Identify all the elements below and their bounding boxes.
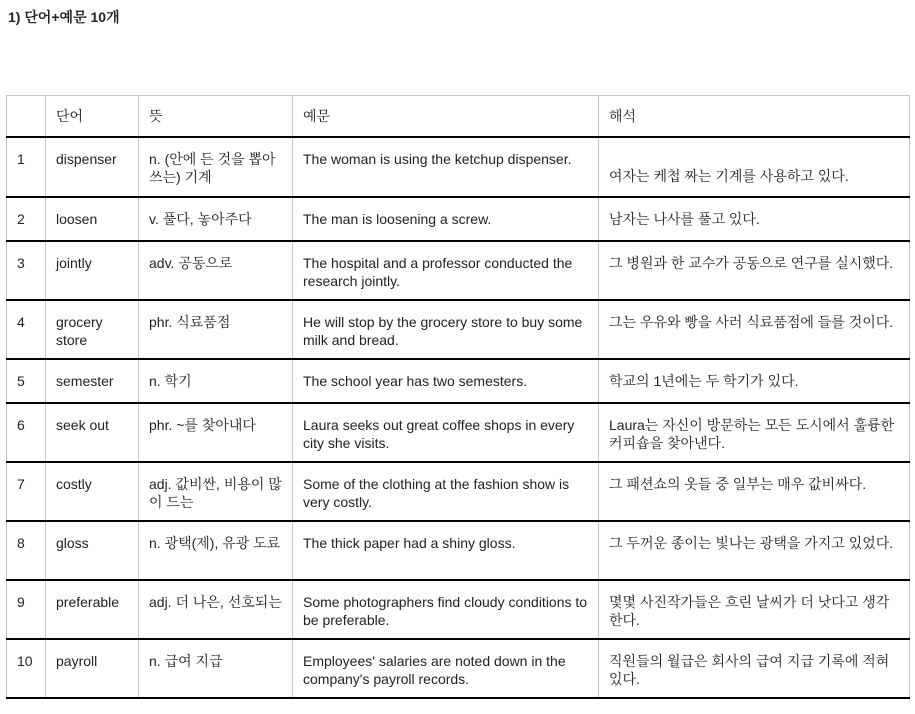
vocabulary-table (6, 95, 910, 699)
row-translation: 여자는 케첩 짜는 기계를 사용하고 있다. (599, 137, 910, 197)
row-translation: Laura는 자신이 방문하는 모든 도시에서 훌륭한 커피숍을 찾아낸다. (599, 403, 910, 462)
row-word: semester (46, 359, 139, 403)
row-number: 9 (7, 580, 46, 639)
row-meaning: adj. 값비싼, 비용이 많이 드는 (139, 462, 293, 521)
table-row (7, 403, 910, 462)
row-translation: 그 패션쇼의 옷들 중 일부는 매우 값비싸다. (599, 462, 910, 521)
row-word: loosen (46, 197, 139, 241)
row-word: payroll (46, 639, 139, 698)
row-word: preferable (46, 580, 139, 639)
row-word: gloss (46, 521, 139, 580)
row-number: 1 (7, 137, 46, 197)
table-row (7, 359, 910, 403)
row-example: The man is loosening a screw. (293, 197, 599, 241)
row-number: 5 (7, 359, 46, 403)
row-meaning: n. (안에 든 것을 뽑아 쓰는) 기계 (139, 137, 293, 197)
row-number: 7 (7, 462, 46, 521)
table-header-row (7, 96, 910, 138)
row-meaning: adj. 더 나은, 선호되는 (139, 580, 293, 639)
row-example: Some of the clothing at the fashion show is very costly. (293, 462, 599, 521)
header-word: 단어 (46, 96, 139, 138)
table-row (7, 639, 910, 698)
row-meaning: n. 광택(제), 유광 도료 (139, 521, 293, 580)
row-example: Some photographers find cloudy conditions to be preferable. (293, 580, 599, 639)
row-word: grocery store (46, 300, 139, 359)
row-meaning: v. 풀다, 놓아주다 (139, 197, 293, 241)
table-row (7, 521, 910, 580)
table-row (7, 241, 910, 300)
row-translation: 그 두꺼운 종이는 빛나는 광택을 가지고 있었다. (599, 521, 910, 580)
header-translation: 해석 (599, 96, 910, 138)
row-meaning: phr. ~를 찾아내다 (139, 403, 293, 462)
table-row (7, 580, 910, 639)
row-word: jointly (46, 241, 139, 300)
row-number: 6 (7, 403, 46, 462)
row-translation: 남자는 나사를 풀고 있다. (599, 197, 910, 241)
table-row (7, 137, 910, 197)
row-translation: 직원들의 월급은 회사의 급여 지급 기록에 적혀있다. (599, 639, 910, 698)
header-number (7, 96, 46, 138)
table-row (7, 300, 910, 359)
header-example: 예문 (293, 96, 599, 138)
row-translation: 그 병원과 한 교수가 공동으로 연구를 실시했다. (599, 241, 910, 300)
row-number: 10 (7, 639, 46, 698)
row-number: 2 (7, 197, 46, 241)
row-example: The hospital and a professor conducted the research jointly. (293, 241, 599, 300)
row-number: 8 (7, 521, 46, 580)
row-word: costly (46, 462, 139, 521)
row-example: The woman is using the ketchup dispenser. (293, 137, 599, 197)
row-translation: 학교의 1년에는 두 학기가 있다. (599, 359, 910, 403)
row-number: 4 (7, 300, 46, 359)
row-translation: 그는 우유와 빵을 사러 식료품점에 들를 것이다. (599, 300, 910, 359)
document-heading: 1) 단어+예문 10개 (8, 9, 120, 25)
table-row (7, 462, 910, 521)
row-example: He will stop by the grocery store to buy some milk and bread. (293, 300, 599, 359)
row-translation: 몇몇 사진작가들은 흐린 날씨가 더 낫다고 생각한다. (599, 580, 910, 639)
row-example: Employees' salaries are noted down in the company's payroll records. (293, 639, 599, 698)
row-word: seek out (46, 403, 139, 462)
row-example: The school year has two semesters. (293, 359, 599, 403)
row-example: Laura seeks out great coffee shops in every city she visits. (293, 403, 599, 462)
row-example: The thick paper had a shiny gloss. (293, 521, 599, 580)
row-word: dispenser (46, 137, 139, 197)
row-meaning: n. 급여 지급 (139, 639, 293, 698)
row-meaning: n. 학기 (139, 359, 293, 403)
row-meaning: adv. 공동으로 (139, 241, 293, 300)
header-meaning: 뜻 (139, 96, 293, 138)
table-row (7, 197, 910, 241)
row-meaning: phr. 식료품점 (139, 300, 293, 359)
row-number: 3 (7, 241, 46, 300)
